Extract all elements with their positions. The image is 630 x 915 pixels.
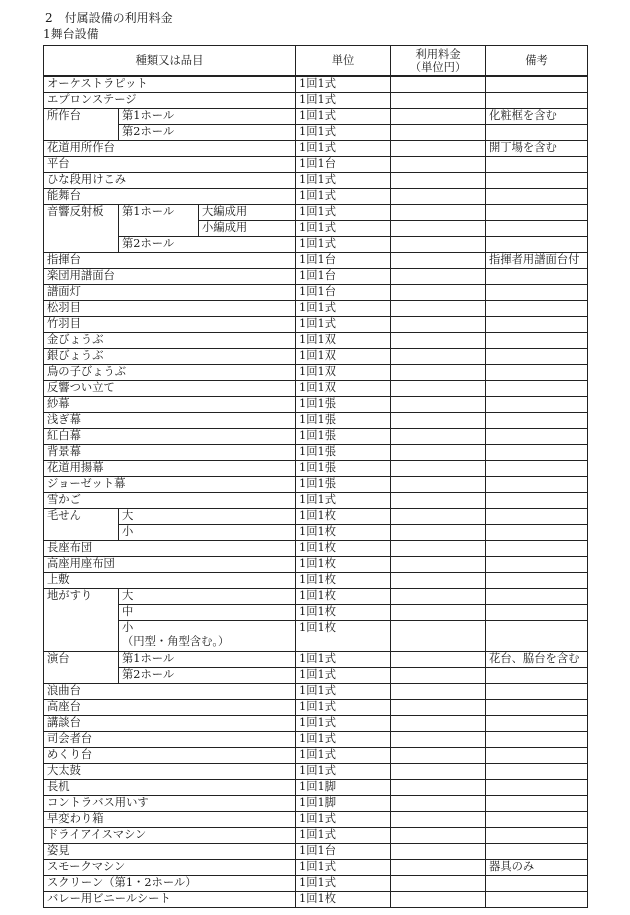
table-row — [44, 333, 588, 349]
item-cell: ドライアイスマシン — [44, 828, 296, 844]
table-row — [44, 732, 588, 748]
item-cell: 竹羽目 — [44, 317, 296, 333]
fee-cell — [391, 541, 486, 557]
unit-cell: 1回1脚 — [296, 796, 391, 812]
note-cell — [486, 812, 588, 828]
table-row — [44, 700, 588, 716]
fee-cell — [391, 365, 486, 381]
item-cell: 反響つい立て — [44, 381, 296, 397]
table-row — [44, 381, 588, 397]
sub-item-cell: 第2ホール — [119, 668, 296, 684]
table-row — [44, 205, 588, 221]
unit-cell: 1回1式 — [296, 76, 391, 93]
note-cell — [486, 509, 588, 525]
item-cell: 高座用座布団 — [44, 557, 296, 573]
note-cell — [486, 285, 588, 301]
unit-cell: 1回1式 — [296, 205, 391, 221]
fee-cell — [391, 668, 486, 684]
item-cell: 金びょうぶ — [44, 333, 296, 349]
note-cell — [486, 301, 588, 317]
table-row — [44, 461, 588, 477]
table-header-row — [44, 46, 588, 77]
item-cell: 花道用揚幕 — [44, 461, 296, 477]
note-cell — [486, 189, 588, 205]
fee-cell — [391, 716, 486, 732]
fee-cell — [391, 253, 486, 269]
note-cell — [486, 349, 588, 365]
note-cell — [486, 93, 588, 109]
note-cell — [486, 125, 588, 141]
table-row — [44, 557, 588, 573]
table-row — [44, 860, 588, 876]
unit-cell: 1回1枚 — [296, 541, 391, 557]
fee-cell — [391, 76, 486, 93]
table-row — [44, 812, 588, 828]
unit-cell: 1回1双 — [296, 365, 391, 381]
note-cell — [486, 796, 588, 812]
unit-cell: 1回1式 — [296, 716, 391, 732]
unit-cell: 1回1式 — [296, 93, 391, 109]
item-cell: めくり台 — [44, 748, 296, 764]
item-cell: バレー用ビニールシート — [44, 892, 296, 908]
note-cell — [486, 844, 588, 860]
unit-cell: 1回1枚 — [296, 573, 391, 589]
fee-cell — [391, 301, 486, 317]
table-row — [44, 365, 588, 381]
item-cell: 譜面灯 — [44, 285, 296, 301]
table-row — [44, 445, 588, 461]
table-row — [44, 892, 588, 908]
note-cell — [486, 461, 588, 477]
item-cell: スクリーン（第1・2ホール） — [44, 876, 296, 892]
item-cell: 講談台 — [44, 716, 296, 732]
table-row — [44, 189, 588, 205]
unit-cell: 1回1式 — [296, 317, 391, 333]
unit-cell: 1回1式 — [296, 764, 391, 780]
item-cell: 演台 — [44, 652, 119, 684]
table-row — [44, 109, 588, 125]
unit-cell: 1回1台 — [296, 844, 391, 860]
note-cell — [486, 892, 588, 908]
item-cell: コントラバス用いす — [44, 796, 296, 812]
sub-item-cell: 大 — [119, 589, 296, 605]
table-row — [44, 317, 588, 333]
table-row — [44, 477, 588, 493]
table-row — [44, 780, 588, 796]
item-cell: 司会者台 — [44, 732, 296, 748]
unit-cell: 1回1式 — [296, 493, 391, 509]
unit-cell: 1回1式 — [296, 189, 391, 205]
sub-item-cell — [119, 621, 296, 652]
unit-cell: 1回1脚 — [296, 780, 391, 796]
fee-cell — [391, 780, 486, 796]
fee-cell — [391, 413, 486, 429]
fee-cell — [391, 525, 486, 541]
fee-cell — [391, 812, 486, 828]
unit-cell: 1回1式 — [296, 828, 391, 844]
table-row — [44, 429, 588, 445]
table-row — [44, 652, 588, 668]
fee-cell — [391, 381, 486, 397]
note-cell — [486, 716, 588, 732]
section-heading: 2 付属設備の利用料金 — [45, 11, 173, 25]
table-row — [44, 764, 588, 780]
fee-cell — [391, 205, 486, 221]
table-row — [44, 76, 588, 93]
sub-sub-item-cell: 小編成用 — [199, 221, 296, 237]
fee-cell — [391, 285, 486, 301]
fee-cell — [391, 109, 486, 125]
fee-cell — [391, 237, 486, 253]
subsection-heading: 1舞台設備 — [43, 27, 99, 41]
note-cell — [486, 748, 588, 764]
note-cell — [486, 429, 588, 445]
note-cell — [486, 157, 588, 173]
note-cell — [486, 173, 588, 189]
fee-cell — [391, 684, 486, 700]
sub-item-cell: 第1ホール — [119, 109, 296, 125]
fee-cell — [391, 764, 486, 780]
unit-cell: 1回1式 — [296, 221, 391, 237]
unit-cell: 1回1双 — [296, 381, 391, 397]
table-row — [44, 525, 588, 541]
fee-cell — [391, 173, 486, 189]
fee-cell — [391, 461, 486, 477]
sub-item-cell: 中 — [119, 605, 296, 621]
table-row — [44, 237, 588, 253]
sub-item-cell: 第2ホール — [119, 237, 296, 253]
unit-cell: 1回1張 — [296, 397, 391, 413]
unit-cell: 1回1双 — [296, 349, 391, 365]
note-cell — [486, 828, 588, 844]
unit-cell: 1回1式 — [296, 812, 391, 828]
item-cell: 紅白幕 — [44, 429, 296, 445]
fee-cell — [391, 93, 486, 109]
item-cell: スモークマシン — [44, 860, 296, 876]
fee-cell — [391, 589, 486, 605]
fee-cell — [391, 652, 486, 668]
table-row — [44, 844, 588, 860]
sub-item-cell: 小 — [119, 525, 296, 541]
item-cell: 鳥の子びょうぶ — [44, 365, 296, 381]
table-row — [44, 716, 588, 732]
table-row — [44, 141, 588, 157]
note-cell: 開丁場を含む — [486, 141, 588, 157]
note-cell — [486, 445, 588, 461]
unit-cell: 1回1張 — [296, 429, 391, 445]
sub-item-cell: 大 — [119, 509, 296, 525]
note-cell: 指揮者用譜面台付 — [486, 253, 588, 269]
table-row — [44, 493, 588, 509]
note-cell — [486, 525, 588, 541]
table-row — [44, 301, 588, 317]
unit-cell: 1回1式 — [296, 860, 391, 876]
note-cell — [486, 397, 588, 413]
equipment-fee-table — [43, 45, 588, 908]
fee-cell — [391, 445, 486, 461]
item-cell: 毛せん — [44, 509, 119, 541]
unit-cell: 1回1張 — [296, 445, 391, 461]
column-header-fee — [391, 46, 486, 77]
item-cell: 長座布団 — [44, 541, 296, 557]
table-row — [44, 349, 588, 365]
item-cell: ジョーゼット幕 — [44, 477, 296, 493]
unit-cell: 1回1枚 — [296, 509, 391, 525]
table-row — [44, 93, 588, 109]
note-cell — [486, 381, 588, 397]
fee-cell — [391, 317, 486, 333]
table-row — [44, 796, 588, 812]
fee-cell — [391, 876, 486, 892]
fee-cell — [391, 493, 486, 509]
item-cell: 上敷 — [44, 573, 296, 589]
item-cell: 背景幕 — [44, 445, 296, 461]
fee-cell — [391, 141, 486, 157]
item-cell: 楽団用譜面台 — [44, 269, 296, 285]
unit-cell: 1回1式 — [296, 668, 391, 684]
column-header-item: 種類又は品目 — [44, 46, 296, 77]
note-cell — [486, 780, 588, 796]
fee-cell — [391, 573, 486, 589]
note-cell — [486, 205, 588, 221]
table-row — [44, 173, 588, 189]
unit-cell: 1回1枚 — [296, 605, 391, 621]
unit-cell: 1回1台 — [296, 285, 391, 301]
note-cell — [486, 541, 588, 557]
unit-cell: 1回1台 — [296, 253, 391, 269]
table-row — [44, 269, 588, 285]
note-cell — [486, 493, 588, 509]
item-cell: 大太鼓 — [44, 764, 296, 780]
fee-cell — [391, 860, 486, 876]
table-row — [44, 397, 588, 413]
fee-cell — [391, 605, 486, 621]
item-cell: エプロンステージ — [44, 93, 296, 109]
note-cell — [486, 269, 588, 285]
item-cell: 紗幕 — [44, 397, 296, 413]
unit-cell: 1回1式 — [296, 652, 391, 668]
table-row — [44, 541, 588, 557]
table-row — [44, 509, 588, 525]
item-cell: 姿見 — [44, 844, 296, 860]
fee-cell — [391, 189, 486, 205]
note-cell — [486, 76, 588, 93]
sub-item-cell: 第2ホール — [119, 125, 296, 141]
note-cell — [486, 221, 588, 237]
item-cell: 地がすり — [44, 589, 119, 652]
item-cell: 高座台 — [44, 700, 296, 716]
note-cell — [486, 477, 588, 493]
table-row — [44, 589, 588, 605]
column-header-fee-line1: 利用料金 — [415, 47, 461, 61]
table-row — [44, 413, 588, 429]
item-cell: ひな段用けこみ — [44, 173, 296, 189]
unit-cell: 1回1式 — [296, 125, 391, 141]
table-row — [44, 125, 588, 141]
note-cell: 器具のみ — [486, 860, 588, 876]
fee-cell — [391, 477, 486, 493]
note-cell — [486, 333, 588, 349]
note-cell: 化粧框を含む — [486, 109, 588, 125]
fee-cell — [391, 732, 486, 748]
unit-cell: 1回1枚 — [296, 621, 391, 652]
column-header-note: 備考 — [486, 46, 588, 77]
fee-cell — [391, 397, 486, 413]
unit-cell: 1回1枚 — [296, 557, 391, 573]
unit-cell: 1回1張 — [296, 413, 391, 429]
item-cell: 所作台 — [44, 109, 119, 141]
table-row — [44, 573, 588, 589]
unit-cell: 1回1式 — [296, 684, 391, 700]
fee-cell — [391, 333, 486, 349]
sub-item-note: （円型・角型含む。） — [122, 635, 230, 648]
unit-cell: 1回1式 — [296, 732, 391, 748]
unit-cell: 1回1枚 — [296, 525, 391, 541]
note-cell — [486, 876, 588, 892]
fee-cell — [391, 892, 486, 908]
item-cell: 早変わり箱 — [44, 812, 296, 828]
unit-cell: 1回1式 — [296, 876, 391, 892]
table-row — [44, 748, 588, 764]
unit-cell: 1回1台 — [296, 157, 391, 173]
note-cell — [486, 605, 588, 621]
note-cell — [486, 684, 588, 700]
unit-cell: 1回1張 — [296, 477, 391, 493]
sub-item-cell: 第1ホール — [119, 205, 199, 237]
note-cell — [486, 365, 588, 381]
unit-cell: 1回1式 — [296, 237, 391, 253]
item-cell: 浪曲台 — [44, 684, 296, 700]
unit-cell: 1回1式 — [296, 700, 391, 716]
unit-cell: 1回1枚 — [296, 892, 391, 908]
note-cell — [486, 764, 588, 780]
table-row — [44, 621, 588, 652]
fee-cell — [391, 557, 486, 573]
fee-cell — [391, 509, 486, 525]
item-cell: 松羽目 — [44, 301, 296, 317]
note-cell — [486, 732, 588, 748]
unit-cell: 1回1双 — [296, 333, 391, 349]
unit-cell: 1回1張 — [296, 461, 391, 477]
fee-cell — [391, 349, 486, 365]
sub-sub-item-cell: 大編成用 — [199, 205, 296, 221]
item-cell: 花道用所作台 — [44, 141, 296, 157]
note-cell — [486, 700, 588, 716]
note-cell — [486, 589, 588, 605]
column-header-fee-line2: （単位円） — [409, 60, 467, 74]
fee-cell — [391, 700, 486, 716]
table-row — [44, 253, 588, 269]
unit-cell: 1回1式 — [296, 748, 391, 764]
note-cell — [486, 237, 588, 253]
table-row — [44, 285, 588, 301]
fee-cell — [391, 844, 486, 860]
fee-cell — [391, 621, 486, 652]
column-header-unit: 単位 — [296, 46, 391, 77]
unit-cell: 1回1台 — [296, 269, 391, 285]
fee-cell — [391, 125, 486, 141]
item-cell: 長机 — [44, 780, 296, 796]
unit-cell: 1回1式 — [296, 141, 391, 157]
table-row — [44, 876, 588, 892]
table-row — [44, 828, 588, 844]
unit-cell: 1回1式 — [296, 109, 391, 125]
item-cell: 音響反射板 — [44, 205, 119, 253]
fee-cell — [391, 828, 486, 844]
item-cell: 平台 — [44, 157, 296, 173]
table-row — [44, 605, 588, 621]
item-cell: 浅ぎ幕 — [44, 413, 296, 429]
item-cell: 指揮台 — [44, 253, 296, 269]
note-cell: 花台、脇台を含む — [486, 652, 588, 668]
sub-item-label: 小 — [122, 621, 134, 634]
fee-cell — [391, 269, 486, 285]
note-cell — [486, 557, 588, 573]
fee-cell — [391, 429, 486, 445]
note-cell — [486, 621, 588, 652]
item-cell: 雪かご — [44, 493, 296, 509]
item-cell: オーケストラピット — [44, 76, 296, 93]
item-cell: 銀びょうぶ — [44, 349, 296, 365]
table-row — [44, 684, 588, 700]
note-cell — [486, 317, 588, 333]
fee-cell — [391, 157, 486, 173]
unit-cell: 1回1式 — [296, 301, 391, 317]
note-cell — [486, 668, 588, 684]
table-row — [44, 157, 588, 173]
unit-cell: 1回1式 — [296, 173, 391, 189]
note-cell — [486, 573, 588, 589]
fee-cell — [391, 221, 486, 237]
sub-item-cell: 第1ホール — [119, 652, 296, 668]
fee-cell — [391, 796, 486, 812]
unit-cell: 1回1枚 — [296, 589, 391, 605]
table-row — [44, 668, 588, 684]
item-cell: 能舞台 — [44, 189, 296, 205]
fee-cell — [391, 748, 486, 764]
note-cell — [486, 413, 588, 429]
